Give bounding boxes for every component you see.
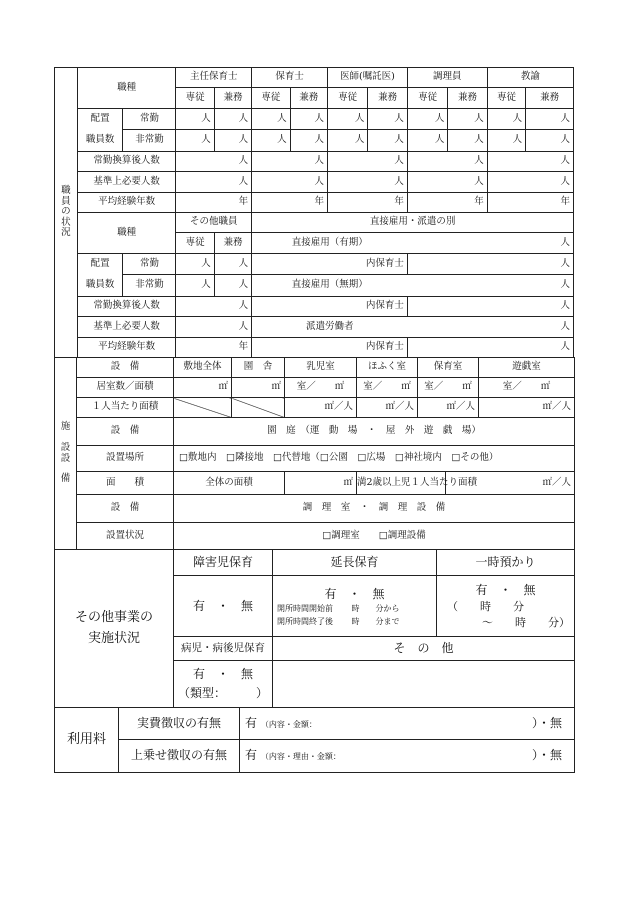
nurse-cell[interactable]: 人 xyxy=(407,337,573,357)
location-options[interactable]: □敷地内 □隣接地 □代替地（□公園 □広場 □神社境内 □その他） xyxy=(174,445,575,471)
years-cell[interactable]: 年 xyxy=(407,192,487,212)
dispatch-label: 派遣労働者 xyxy=(252,317,408,337)
disabled-care-header: 障害児保育 xyxy=(174,550,273,576)
per-person-cell[interactable]: ㎡／人 xyxy=(479,398,575,418)
count-cell[interactable]: 人 xyxy=(176,130,214,151)
per-person-cell[interactable]: ㎡／人 xyxy=(418,398,479,418)
count-cell[interactable]: 人 xyxy=(368,130,407,151)
joukin-label: 常勤 xyxy=(123,108,176,129)
others-header: そ の 他 xyxy=(273,637,575,660)
years-cell[interactable]: 年 xyxy=(176,337,252,357)
col-play-room: 遊戯室 xyxy=(479,358,575,378)
per-person-label: １人当たり面積 xyxy=(77,398,174,418)
temporary-care-cell[interactable] xyxy=(437,576,575,637)
sick-care-header: 病児・病後児保育 xyxy=(174,637,273,660)
fte-cell[interactable]: 人 xyxy=(252,151,328,171)
sick-care-cell[interactable] xyxy=(174,660,273,707)
count-cell[interactable]: 人 xyxy=(290,108,327,129)
fte-cell[interactable]: 人 xyxy=(407,151,487,171)
hijoukin-label: 非常勤 xyxy=(123,275,176,296)
extended-care-header: 延長保育 xyxy=(273,550,437,576)
diagonal-cell xyxy=(232,398,285,418)
count-cell[interactable]: 人 xyxy=(487,108,525,129)
install-label: 設置状況 xyxy=(77,522,174,550)
full-time-header: 専従 xyxy=(487,88,525,108)
hijoukin-label: 非常勤 xyxy=(123,130,176,151)
sick-type[interactable]: （類型： ） xyxy=(177,685,268,700)
required-cell[interactable]: 人 xyxy=(327,172,407,192)
haichi-label: 配置 xyxy=(77,253,123,274)
fte-label: 常勤換算後人数 xyxy=(77,296,176,316)
per-person-cell[interactable]: ㎡／人 xyxy=(357,398,418,418)
nurse-label: 内保育士 xyxy=(252,337,408,357)
count-cell[interactable]: 人 xyxy=(214,130,251,151)
job-title-teacher: 教諭 xyxy=(487,68,573,88)
required-label: 基準上必要人数 xyxy=(77,172,176,192)
required-label: 基準上必要人数 xyxy=(77,317,176,337)
count-cell[interactable]: 人 xyxy=(327,108,367,129)
col-nursery-room: 保育室 xyxy=(418,358,479,378)
fte-cell[interactable]: 人 xyxy=(327,151,407,171)
count-cell[interactable]: 人 xyxy=(176,253,214,274)
years-cell[interactable]: 年 xyxy=(487,192,573,212)
extra-note: （内容・理由・金額： xyxy=(260,752,341,762)
actual-suffix[interactable]: ）・無 xyxy=(531,716,562,730)
actual-cost-cell[interactable] xyxy=(240,708,575,740)
extra-suffix[interactable]: ）・無 xyxy=(531,748,562,762)
kitchen-title: 調 理 室 ・ 調 理 設 備 xyxy=(174,495,575,522)
total-area-cell[interactable]: ㎡ xyxy=(285,471,357,494)
job-type-header: 職種 xyxy=(77,212,176,253)
avg-years-label: 平均経験年数 xyxy=(77,337,176,357)
count-cell[interactable]: 人 xyxy=(214,275,251,296)
direct-dispatch-header: 直接雇用・派遣の別 xyxy=(252,212,574,232)
over2-per-label: 満2歳以上児１人当たり面積 xyxy=(357,471,446,494)
temporary-care-header: 一時預かり xyxy=(437,550,575,576)
part-time-header: 兼務 xyxy=(290,88,327,108)
count-cell[interactable]: 人 xyxy=(407,108,447,129)
room-area-cell[interactable]: 室／ ㎡ xyxy=(285,378,357,398)
setsubi-label: 設 備 xyxy=(77,418,174,445)
temporary-yes-no[interactable]: 有 ・ 無 xyxy=(475,582,536,597)
nurse-cell[interactable]: 人 xyxy=(407,296,573,316)
other-services-title: その他事業の 実施状況 xyxy=(55,550,174,708)
sick-yes-no[interactable]: 有 ・ 無 xyxy=(192,666,253,681)
part-time-header: 兼務 xyxy=(368,88,407,108)
others-cell[interactable] xyxy=(273,660,575,707)
shokuin-su-label: 職員数 xyxy=(77,130,123,151)
col-site: 敷地全体 xyxy=(174,358,232,378)
actual-note: （内容・金額： xyxy=(260,719,317,729)
required-cell[interactable]: 人 xyxy=(407,172,487,192)
full-time-header: 専従 xyxy=(407,88,447,108)
count-cell[interactable]: 人 xyxy=(176,275,214,296)
years-cell[interactable]: 年 xyxy=(176,192,252,212)
other-staff-header: その他職員 xyxy=(176,212,252,232)
count-cell[interactable]: 人 xyxy=(368,108,407,129)
count-cell[interactable]: 人 xyxy=(327,130,367,151)
nurse-label: 内保育士 xyxy=(252,253,408,274)
direct-unfixed-label: 直接雇用（無期） xyxy=(252,275,408,296)
count-cell[interactable]: 人 xyxy=(487,130,525,151)
job-title-nurse: 保育士 xyxy=(252,68,328,88)
building-area-cell[interactable]: ㎡ xyxy=(232,378,285,398)
required-cell[interactable]: 人 xyxy=(487,172,573,192)
col-infant-room: 乳児室 xyxy=(285,358,357,378)
fte-cell[interactable]: 人 xyxy=(176,151,252,171)
location-label: 設置場所 xyxy=(77,445,174,471)
site-area-cell[interactable]: ㎡ xyxy=(174,378,232,398)
job-type-header: 職種 xyxy=(77,68,176,109)
fte-cell[interactable]: 人 xyxy=(487,151,573,171)
count-cell[interactable]: 人 xyxy=(214,108,251,129)
job-title-doctor: 医師(嘱託医) xyxy=(327,68,407,88)
shokuin-su-label: 職員数 xyxy=(77,275,123,296)
full-time-header: 専従 xyxy=(327,88,367,108)
garden-title: 園 庭 （運 動 場 ・ 屋 外 遊 戯 場） xyxy=(174,418,575,445)
extended-yes-no[interactable]: 有 ・ 無 xyxy=(324,586,385,601)
count-cell[interactable]: 人 xyxy=(290,130,327,151)
fte-cell[interactable]: 人 xyxy=(176,296,252,316)
full-time-header: 専従 xyxy=(252,88,290,108)
col-crawl-room: ほふく室 xyxy=(357,358,418,378)
setsubi-label: 設 備 xyxy=(77,495,174,522)
fee-label: 利用料 xyxy=(55,708,119,773)
required-cell[interactable]: 人 xyxy=(252,172,328,192)
required-cell[interactable]: 人 xyxy=(176,172,252,192)
required-cell[interactable]: 人 xyxy=(176,317,252,337)
room-area-label: 居室数／面積 xyxy=(77,378,174,398)
extended-care-cell[interactable] xyxy=(273,576,437,637)
count-cell[interactable]: 人 xyxy=(176,108,214,129)
fte-label: 常勤換算後人数 xyxy=(77,151,176,171)
direct-fixed-cell[interactable]: 人 xyxy=(407,233,573,253)
temporary-time-to[interactable]: 〜 時 分） xyxy=(482,616,570,630)
temporary-time-from[interactable]: （ 時 分 xyxy=(447,599,524,613)
full-time-header: 専従 xyxy=(176,88,214,108)
staff-status-table xyxy=(54,67,574,358)
count-cell[interactable]: 人 xyxy=(252,130,290,151)
close-after-time[interactable]: 開所時間終了後 時 分まで xyxy=(277,616,400,626)
dispatch-cell[interactable]: 人 xyxy=(407,317,573,337)
nurse-cell[interactable]: 人 xyxy=(407,253,573,274)
count-cell[interactable]: 人 xyxy=(448,108,487,129)
count-cell[interactable]: 人 xyxy=(407,130,447,151)
joukin-label: 常勤 xyxy=(123,253,176,274)
fee-table xyxy=(54,707,575,773)
years-cell[interactable]: 年 xyxy=(252,192,328,212)
staff-side-label: 職 員 の 状 況 xyxy=(55,68,78,358)
extra-cost-label: 上乗せ徴収の有無 xyxy=(119,740,240,773)
diagonal-cell xyxy=(174,398,232,418)
over2-per-cell[interactable]: ㎡／人 xyxy=(446,471,575,494)
direct-unfixed-cell[interactable]: 人 xyxy=(407,275,573,296)
extra-cost-cell[interactable] xyxy=(240,740,575,773)
col-building: 園 舎 xyxy=(232,358,285,378)
setsubi-label: 設 備 xyxy=(77,358,174,378)
count-cell[interactable]: 人 xyxy=(448,130,487,151)
disabled-yes-no[interactable]: 有 ・ 無 xyxy=(174,576,273,637)
count-cell[interactable]: 人 xyxy=(252,108,290,129)
count-cell[interactable]: 人 xyxy=(214,253,251,274)
other-services-table xyxy=(54,549,575,708)
room-area-cell[interactable]: 室／ ㎡ xyxy=(357,378,418,398)
count-cell[interactable]: 人 xyxy=(526,108,574,129)
job-title-cook: 調理員 xyxy=(407,68,487,88)
nurse-label: 内保育士 xyxy=(252,296,408,316)
actual-prefix[interactable]: 有 xyxy=(245,715,258,730)
per-person-cell[interactable]: ㎡／人 xyxy=(285,398,357,418)
part-time-header: 兼務 xyxy=(526,88,574,108)
count-cell[interactable]: 人 xyxy=(526,130,574,151)
part-time-header: 兼務 xyxy=(214,233,251,253)
facility-side-label: 施 設 設 備 xyxy=(55,358,77,550)
kitchen-options[interactable]: □調理室 □調理設備 xyxy=(174,522,575,550)
direct-fixed-label: 直接雇用（有期） xyxy=(252,233,408,253)
job-title-chief-nurse: 主任保育士 xyxy=(176,68,252,88)
open-before-time[interactable]: 開所時間開始前 時 分から xyxy=(277,604,400,614)
haichi-label: 配置 xyxy=(77,108,123,129)
part-time-header: 兼務 xyxy=(214,88,251,108)
facility-table xyxy=(54,357,575,550)
room-area-cell[interactable]: 室／ ㎡ xyxy=(418,378,479,398)
full-time-header: 専従 xyxy=(176,233,214,253)
area-label: 面 積 xyxy=(77,471,174,494)
extra-prefix[interactable]: 有 xyxy=(245,748,258,763)
years-cell[interactable]: 年 xyxy=(327,192,407,212)
part-time-header: 兼務 xyxy=(448,88,487,108)
actual-cost-label: 実費徴収の有無 xyxy=(119,708,240,740)
avg-years-label: 平均経験年数 xyxy=(77,192,176,212)
room-area-cell[interactable]: 室／ ㎡ xyxy=(479,378,575,398)
total-area-label: 全体の面積 xyxy=(174,471,285,494)
